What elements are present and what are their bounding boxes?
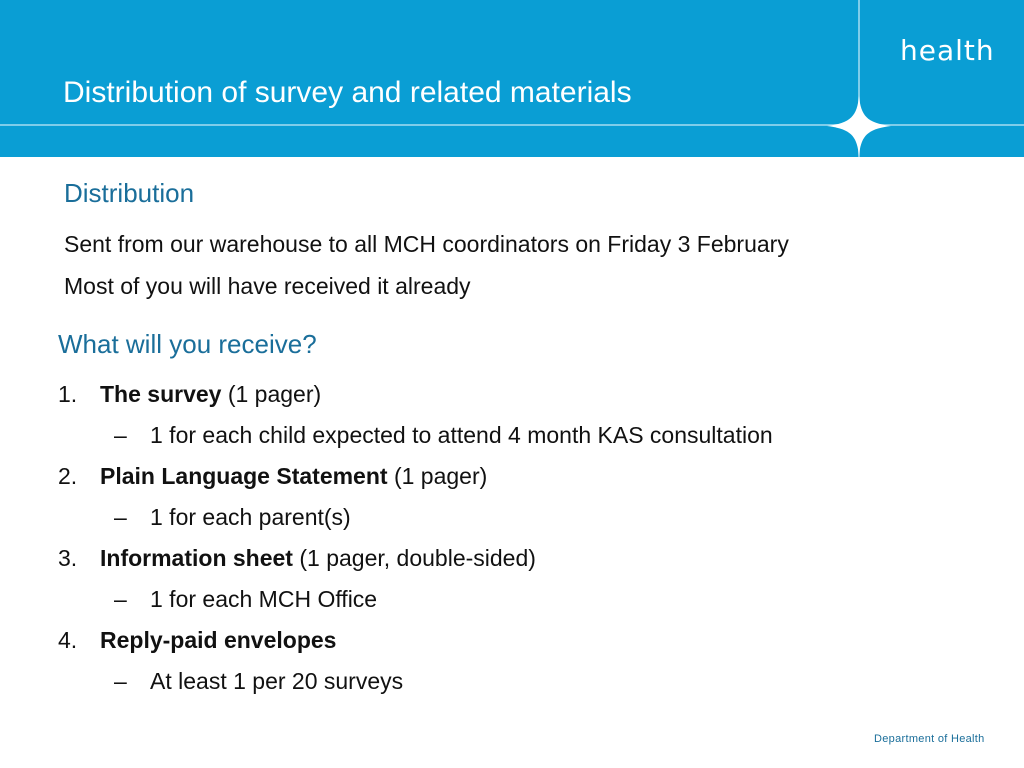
list-item (58, 544, 998, 585)
list-item-detail: (1 pager) (227, 381, 322, 407)
list-number: 3. (58, 545, 78, 571)
list-number: 1. (58, 381, 78, 407)
list-item (58, 462, 998, 503)
sub-list-item (58, 503, 998, 544)
brand-logo-text: health (900, 34, 995, 67)
list-item (58, 626, 998, 667)
sub-item-text: At least 1 per 20 surveys (150, 668, 404, 694)
list-item-text (100, 380, 321, 408)
sub-list-item (58, 667, 998, 708)
distribution-heading: Distribution (64, 178, 195, 208)
sub-list-item (58, 585, 998, 626)
list-item-title: The survey (100, 381, 222, 407)
list-item-title: Information sheet (100, 545, 293, 571)
dash-bullet: – (114, 586, 127, 612)
distribution-line-1: Sent from our warehouse to all MCH coordinators on Friday 3 February (64, 231, 789, 257)
sub-list-item (58, 421, 998, 462)
distribution-line-2: Most of you will have received it already (64, 273, 471, 299)
list-item-text (100, 626, 336, 654)
list-number: 4. (58, 627, 78, 653)
list-item-title: Reply-paid envelopes (100, 627, 337, 653)
footer-department-label: Department of Health (874, 733, 985, 745)
sub-item-text: 1 for each MCH Office (150, 586, 378, 612)
sub-item-text: 1 for each child expected to attend 4 month KAS consultation (150, 422, 773, 448)
materials-list (58, 380, 998, 708)
dash-bullet: – (114, 504, 127, 530)
list-item-text (100, 462, 487, 490)
list-item-title: Plain Language Statement (100, 463, 388, 489)
list-item-text (100, 544, 536, 572)
star-icon (827, 96, 891, 156)
list-item (58, 380, 998, 421)
list-number: 2. (58, 463, 78, 489)
list-item-detail: (1 pager) (393, 463, 488, 489)
dash-bullet: – (114, 422, 127, 448)
receive-heading: What will you receive? (58, 329, 317, 359)
slide-title: Distribution of survey and related materials (63, 76, 632, 109)
sub-item-text: 1 for each parent(s) (150, 504, 351, 530)
dash-bullet: – (114, 668, 127, 694)
list-item-detail: (1 pager, double-sided) (299, 545, 536, 571)
